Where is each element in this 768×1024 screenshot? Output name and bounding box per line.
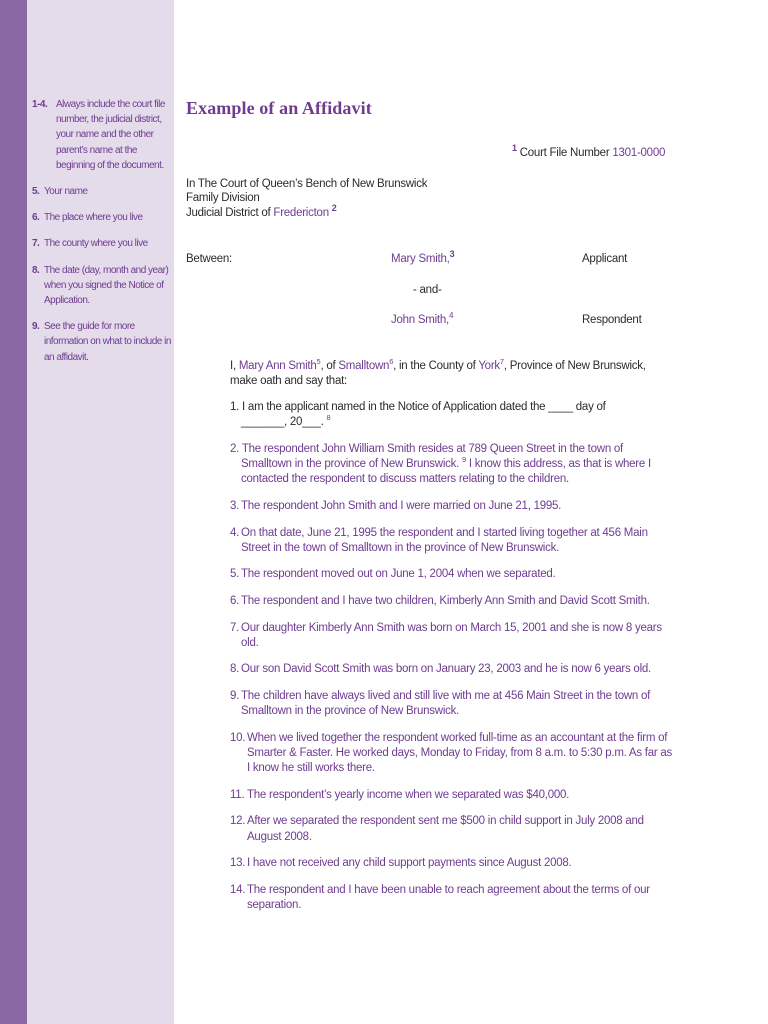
list-item — [230, 883, 675, 913]
note-number: 7. — [32, 238, 40, 250]
item-number: 14. — [230, 883, 246, 896]
item-text: The respondent’s yearly income when we separated was $40,000. — [247, 788, 570, 801]
note-5 — [32, 184, 172, 199]
note-number: 9. — [32, 321, 40, 333]
note-number: 8. — [32, 264, 40, 276]
note-number: 1-4. — [32, 99, 48, 110]
item-number: 6. — [230, 594, 240, 607]
oath-county-text: , in the County of — [393, 360, 476, 372]
footnote-marker: 6 — [389, 357, 394, 367]
list-item — [230, 526, 675, 556]
list-item — [230, 499, 675, 514]
item-number: 12. — [230, 815, 246, 828]
item-1-line-1 — [230, 400, 606, 415]
respondent-name-text: John Smith, — [391, 314, 449, 326]
footnote-marker: 9 — [462, 455, 466, 465]
footnote-marker: 8 — [326, 413, 331, 423]
item-text: I know this address, as that is where I — [468, 458, 651, 470]
item-text: The children have always lived and still live with me at 456 Main Street in the town of Smalltown in the province of New Brunswick. — [241, 689, 651, 718]
list-item — [230, 621, 675, 651]
note-text: Your name — [44, 186, 88, 198]
note-text: The county where you live — [44, 238, 148, 250]
applicant-name-text: Mary Smith, — [391, 253, 450, 265]
item-number: 5. — [230, 568, 240, 581]
between-label: Between: — [186, 253, 232, 265]
district-value: Fredericton — [273, 207, 329, 219]
note-1-4 — [32, 97, 172, 173]
footnote-marker: 7 — [499, 357, 504, 367]
oath-line-2: make oath and say that: — [230, 375, 347, 387]
list-item — [230, 788, 675, 803]
item-number: 13. — [230, 857, 246, 870]
oath-i: I, — [230, 360, 236, 372]
item-text: Our son David Scott Smith was born on January 23, 2003 and he is now 6 years old. — [241, 663, 651, 676]
district-label: Judicial District of — [186, 207, 271, 219]
affidavit-items — [230, 499, 675, 925]
oath-name: Mary Ann Smith — [238, 360, 317, 372]
oath-line-1 — [230, 359, 646, 374]
footnote-marker: 1 — [512, 143, 517, 154]
sidebar-notes — [32, 97, 172, 376]
item-1-line-2 — [241, 415, 330, 430]
item-text: The respondent John Smith and I were married on June 21, 1995. — [241, 500, 562, 512]
applicant-role: Applicant — [582, 253, 628, 265]
respondent-name — [391, 313, 453, 328]
item-text: The respondent and I have been unable to reach agreement about the terms of our separation. — [247, 883, 650, 911]
court-file-label: Court File Number — [519, 147, 610, 159]
item-text: On that date, June 21, 1995 the respondent and I started living together at 456 Main Street in the town of Smalltown in the province of New Brunswick. — [241, 526, 648, 554]
oath-place: Smalltown — [338, 360, 390, 372]
list-item — [230, 689, 675, 719]
item-text: The respondent and I have two children, Kimberly Ann Smith and David Scott Smith. — [241, 594, 650, 607]
footnote-marker: 5 — [316, 357, 321, 367]
item-number: 3. — [230, 500, 240, 512]
page-title: Example of an Affidavit — [186, 98, 372, 118]
item-number: 4. — [230, 526, 240, 539]
item-2-line-2 — [241, 457, 651, 472]
list-item — [230, 814, 675, 844]
item-number: 11. — [230, 788, 245, 801]
item-number: 9. — [230, 689, 240, 702]
note-text: The place where you live — [44, 212, 143, 224]
list-item — [230, 594, 675, 609]
footnote-marker: 2 — [331, 203, 337, 214]
list-item — [230, 731, 675, 777]
footnote-marker: 4 — [448, 311, 454, 321]
edge-stripe — [0, 0, 27, 1024]
list-item — [230, 856, 675, 871]
note-text: See the guide for more information on what to include in an affidavit. — [44, 321, 171, 363]
item-number: 8. — [230, 663, 240, 676]
court-file-number — [512, 143, 666, 161]
judicial-district — [186, 203, 337, 221]
note-8 — [32, 263, 172, 309]
item-text: I am the applicant named in the Notice of Application dated the ____ day of — [242, 401, 606, 413]
respondent-role: Respondent — [582, 314, 642, 326]
oath-of: , of — [320, 360, 336, 372]
court-division: Family Division — [186, 192, 260, 204]
note-number: 6. — [32, 212, 40, 224]
note-number: 5. — [32, 186, 40, 198]
note-text: The date (day, month and year) when you signed the Notice of Application. — [44, 264, 169, 307]
item-text: After we separated the respondent sent me $500 in child support in July 2008 and August 2008. — [247, 815, 644, 843]
item-number: 2. — [230, 443, 240, 455]
item-2-line-3: contacted the respondent to discuss matters relating to the children. — [241, 473, 569, 485]
note-7 — [32, 236, 172, 251]
court-name: In The Court of Queen’s Bench of New Brunswick — [186, 178, 428, 190]
item-text: _______, 20___. — [241, 416, 324, 428]
oath-county: York — [478, 360, 500, 372]
item-text: The respondent moved out on June 1, 2004 when we separated. — [241, 568, 556, 581]
list-item — [230, 567, 675, 582]
item-2-line-1 — [230, 442, 623, 457]
and-separator: - and- — [413, 284, 442, 296]
item-text: Smalltown in the province of New Brunswick. — [241, 458, 460, 470]
footnote-marker: 3 — [449, 249, 455, 260]
note-9 — [32, 319, 172, 365]
court-file-value: 1301-0000 — [612, 147, 666, 159]
note-6 — [32, 210, 172, 225]
item-text: When we lived together the respondent worked full-time as an accountant at the firm of Smarter & Faster. He worked days, Monday to Friday, from 8 a.m. to 5:30 p.m. As far as I know he still works there. — [247, 731, 673, 775]
note-text: Always include the court file number, the judicial district, your name and the other parent’s name at the beginning of the document. — [56, 99, 165, 171]
item-number: 7. — [230, 621, 240, 634]
oath-province-text: , Province of New Brunswick, — [503, 360, 646, 372]
item-number: 10. — [230, 731, 246, 744]
item-text: Our daughter Kimberly Ann Smith was born on March 15, 2001 and she is now 8 years old. — [241, 621, 662, 649]
item-text: The respondent John William Smith resides at 789 Queen Street in the town of — [241, 443, 624, 455]
item-text: I have not received any child support payments since August 2008. — [247, 857, 572, 870]
applicant-name — [391, 249, 455, 267]
list-item — [230, 662, 675, 677]
item-number: 1. — [230, 401, 240, 413]
